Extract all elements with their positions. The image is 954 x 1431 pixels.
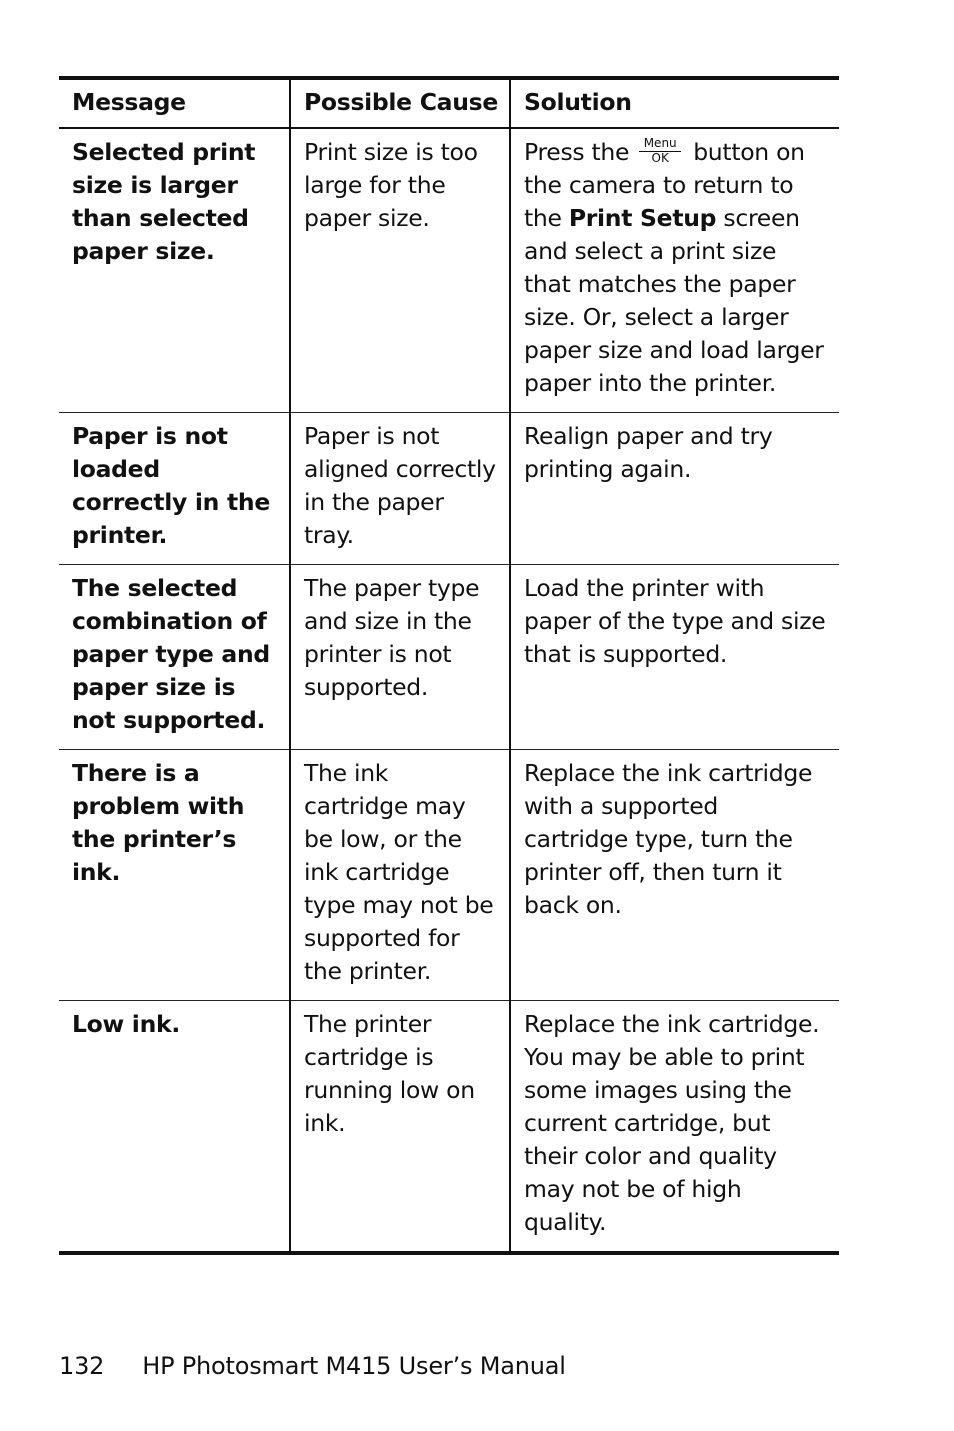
troubleshooting-table xyxy=(59,76,839,1255)
solution-cell xyxy=(510,128,839,413)
column-header-solution: Solution xyxy=(510,78,839,128)
solution-cell: Load the printer with paper of the type and size that is supported. xyxy=(510,565,839,750)
table-row xyxy=(59,128,839,413)
column-header-possible-cause: Possible Cause xyxy=(290,78,510,128)
table-row xyxy=(59,565,839,750)
message-cell: Paper is not loaded correctly in the printer. xyxy=(59,413,290,565)
page-footer xyxy=(59,1350,566,1382)
message-cell: Low ink. xyxy=(59,1001,290,1254)
solution-text: screen and select a print size that matches the paper size. Or, select a larger paper size and load larger paper into the printer. xyxy=(524,204,824,397)
cause-cell: Paper is not aligned correctly in the paper tray. xyxy=(290,413,510,565)
cause-cell: The ink cartridge may be low, or the ink cartridge type may not be supported for the printer. xyxy=(290,750,510,1001)
table-body xyxy=(59,128,839,1253)
solution-cell: Replace the ink cartridge. You may be able to print some images using the current cartridge, but their color and quality may not be of high quality. xyxy=(510,1001,839,1254)
header-row xyxy=(59,78,839,128)
message-cell: There is a problem with the printer’s ink. xyxy=(59,750,290,1001)
message-cell: The selected combination of paper type and paper size is not supported. xyxy=(59,565,290,750)
menu-ok-icon-top-label: Menu xyxy=(639,137,681,152)
solution-text: Press the xyxy=(524,138,630,166)
table-header xyxy=(59,78,839,128)
solution-text: button on the camera to return to the xyxy=(524,138,805,232)
print-setup-term: Print Setup xyxy=(568,204,717,232)
solution-cell: Realign paper and try printing again. xyxy=(510,413,839,565)
cause-cell: Print size is too large for the paper size. xyxy=(290,128,510,413)
page-number: 132 xyxy=(59,1352,105,1380)
table-row xyxy=(59,1001,839,1254)
cause-cell: The paper type and size in the printer is not supported. xyxy=(290,565,510,750)
solution-cell: Replace the ink cartridge with a supported cartridge type, turn the printer off, then turn it back on. xyxy=(510,750,839,1001)
menu-ok-icon-bottom-label: OK xyxy=(651,151,669,165)
column-header-message: Message xyxy=(59,78,290,128)
table-row xyxy=(59,413,839,565)
message-cell: Selected print size is larger than selected paper size. xyxy=(72,138,256,265)
menu-ok-button-icon xyxy=(639,137,681,165)
manual-title: HP Photosmart M415 User’s Manual xyxy=(142,1352,566,1380)
cause-cell: The printer cartridge is running low on ink. xyxy=(290,1001,510,1254)
table-row xyxy=(59,750,839,1001)
